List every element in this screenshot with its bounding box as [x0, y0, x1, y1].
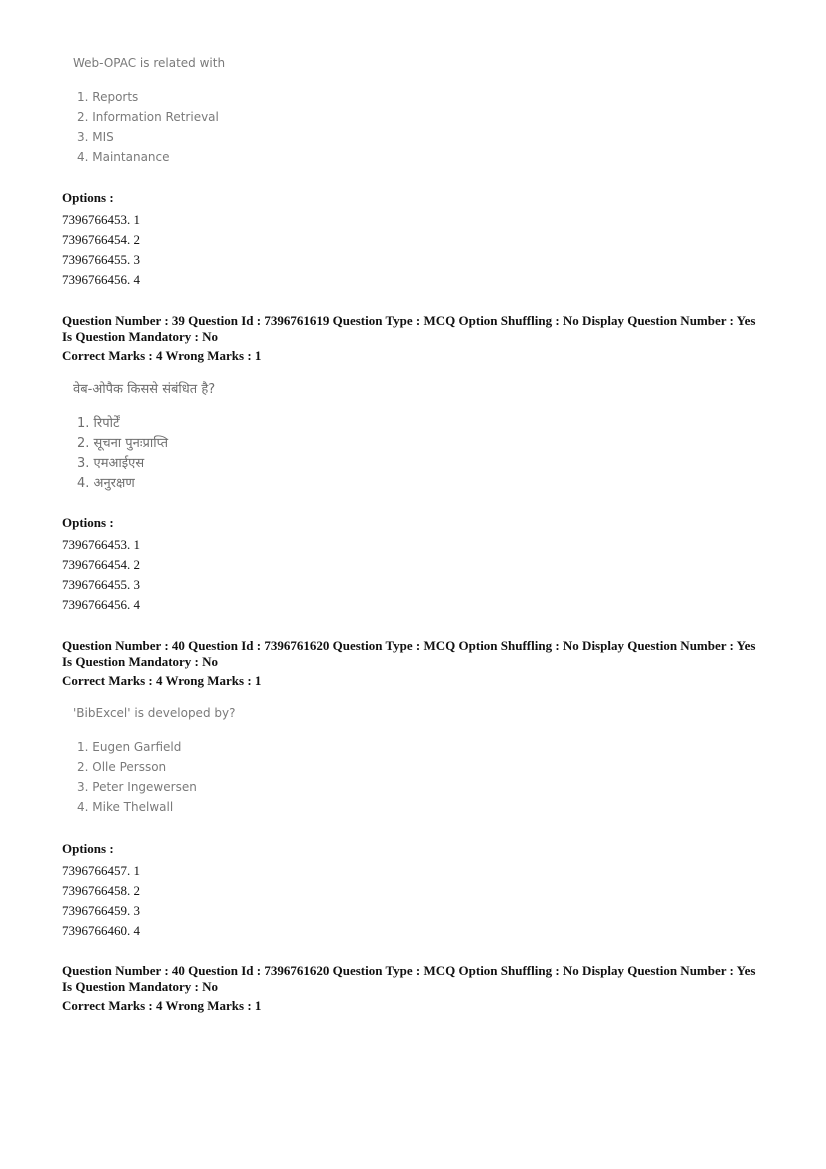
choice-list	[73, 87, 225, 167]
mandatory-line: Is Question Mandatory : No	[62, 329, 219, 344]
option-row: 7396766456. 4	[62, 597, 140, 612]
question-meta-line: Question Number : 39 Question Id : 7396761619 Question Type : MCQ Option Shuffling : No Display Question Number : Yes	[62, 313, 756, 328]
question-meta	[62, 963, 782, 1014]
option-row: 7396766457. 1	[62, 863, 140, 878]
question-stem: Web-OPAC is related with	[73, 56, 226, 70]
question-stem: 'BibExcel' is developed by?	[73, 706, 236, 720]
question-image-bibexcel	[73, 706, 235, 817]
choice-item: 4. Maintanance	[77, 150, 170, 164]
choice-list	[73, 414, 215, 494]
question-meta-line: Question Number : 40 Question Id : 7396761620 Question Type : MCQ Option Shuffling : No Display Question Number : Yes	[62, 638, 756, 653]
option-row: 7396766459. 3	[62, 903, 140, 918]
option-row: 7396766453. 1	[62, 537, 140, 552]
options-block	[62, 190, 140, 290]
options-block	[62, 515, 140, 615]
options-block	[62, 841, 140, 941]
choice-item: 2. सूचना पुनःप्राप्ति	[77, 436, 169, 451]
marks-line: Correct Marks : 4 Wrong Marks : 1	[62, 348, 262, 363]
question-meta-line: Question Number : 40 Question Id : 7396761620 Question Type : MCQ Option Shuffling : No Display Question Number : Yes	[62, 963, 756, 978]
choice-item: 4. अनुरक्षण	[77, 476, 135, 491]
choice-item: 1. Eugen Garfield	[77, 740, 182, 754]
option-row: 7396766458. 2	[62, 883, 140, 898]
question-meta	[62, 313, 782, 364]
marks-line: Correct Marks : 4 Wrong Marks : 1	[62, 998, 262, 1013]
question-meta	[62, 638, 782, 689]
options-label: Options :	[62, 190, 114, 205]
choice-item: 1. Reports	[77, 90, 139, 104]
choice-item: 3. Peter Ingewersen	[77, 780, 197, 794]
option-row: 7396766456. 4	[62, 272, 140, 287]
choice-item: 1. रिपोर्टें	[77, 416, 120, 431]
mandatory-line: Is Question Mandatory : No	[62, 979, 219, 994]
option-row: 7396766453. 1	[62, 212, 140, 227]
option-row: 7396766460. 4	[62, 923, 140, 938]
question-image-web-opac	[73, 56, 225, 167]
choice-list	[73, 737, 235, 817]
question-image-hindi	[73, 379, 215, 494]
option-row: 7396766455. 3	[62, 577, 140, 592]
mandatory-line: Is Question Mandatory : No	[62, 654, 219, 669]
options-label: Options :	[62, 515, 114, 530]
choice-item: 3. MIS	[77, 130, 114, 144]
option-row: 7396766454. 2	[62, 557, 140, 572]
choice-item: 2. Information Retrieval	[77, 110, 219, 124]
choice-item: 4. Mike Thelwall	[77, 800, 174, 814]
choice-item: 2. Olle Persson	[77, 760, 167, 774]
question-stem: वेब-ओपैक किससे संबंधित है?	[73, 382, 216, 397]
option-row: 7396766455. 3	[62, 252, 140, 267]
option-row: 7396766454. 2	[62, 232, 140, 247]
choice-item: 3. एमआईएस	[77, 456, 145, 471]
marks-line: Correct Marks : 4 Wrong Marks : 1	[62, 673, 262, 688]
options-label: Options :	[62, 841, 114, 856]
